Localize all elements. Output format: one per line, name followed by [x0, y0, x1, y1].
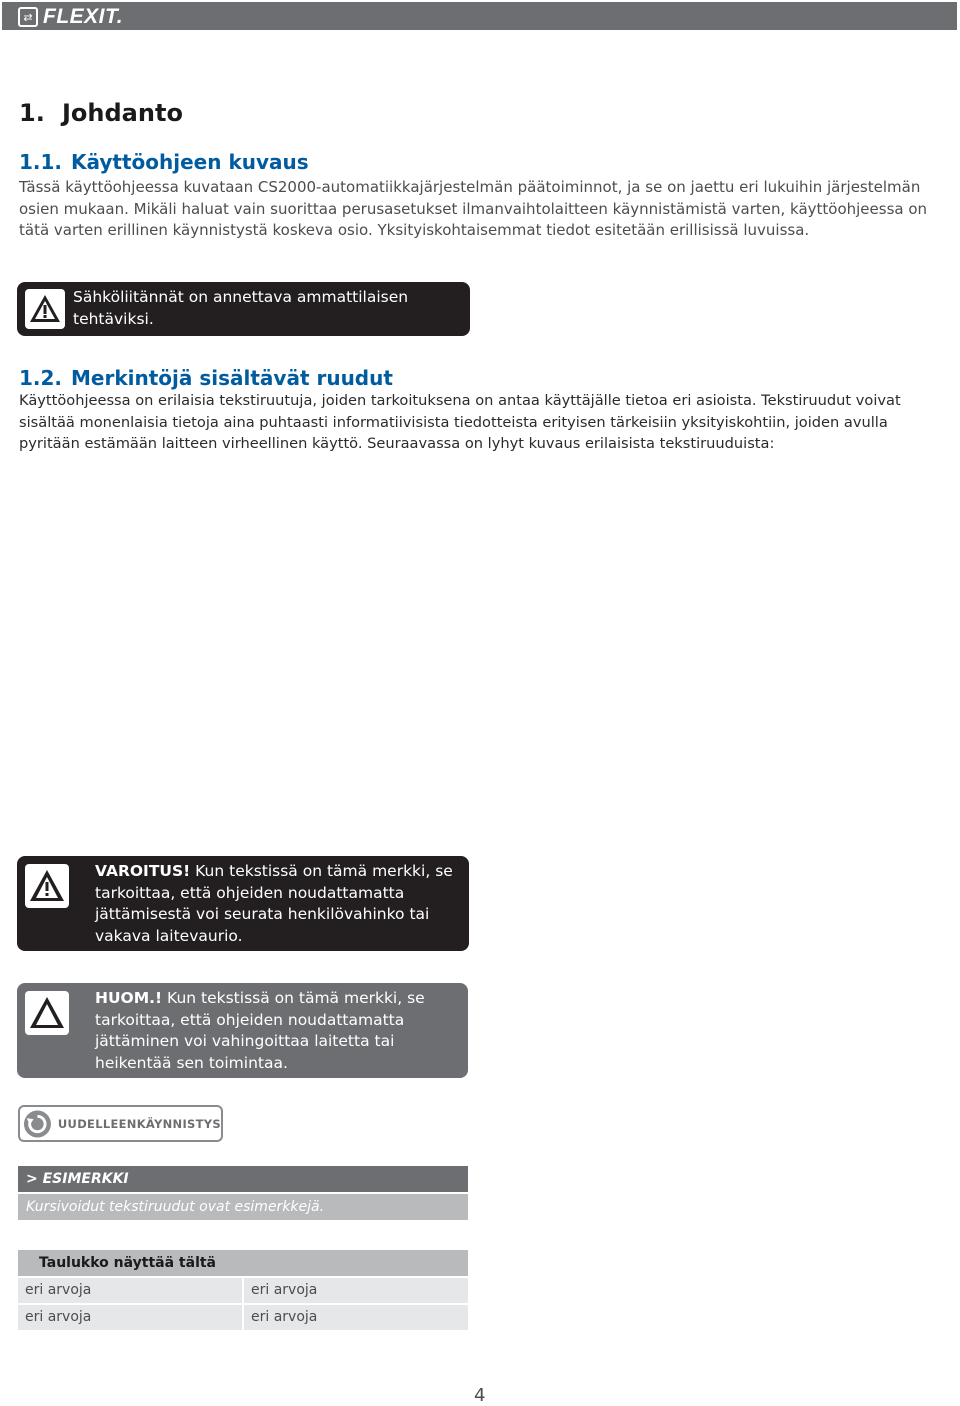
table-cell: eri arvoja — [18, 1305, 242, 1330]
table-cell: eri arvoja — [244, 1278, 468, 1303]
electrical-notice-box — [17, 282, 470, 336]
warning-triangle-icon — [25, 864, 69, 908]
section-1-1-body: Tässä käyttöohjeessa kuvataan CS2000-automatiikkajärjestelmän päätoiminnot, ja se on jaettu eri lukuihin järjestelmän osien mukaan. Mikäli haluat vain suorittaa perusasetukset ilmanvaihtolaitteen käynnistämistä varten, käyttöohjeessa on tätä varten erillinen käynnistystä koskeva osio. Yksityiskohtaisemmat tiedot esitetään erillisissä luvuissa. — [19, 178, 928, 239]
warning-box — [17, 856, 469, 951]
note-text — [95, 988, 455, 1074]
section-1-heading — [19, 99, 183, 127]
caution-triangle-icon — [25, 991, 69, 1035]
warning-text — [95, 861, 455, 947]
warning-triangle-icon — [25, 289, 65, 329]
brand-logo — [18, 6, 123, 28]
sample-table — [18, 1250, 468, 1330]
restart-icon — [23, 1109, 52, 1139]
brand-name: FLEXIT. — [43, 5, 124, 28]
example-heading: > ESIMERKKI — [18, 1166, 468, 1192]
table-cell: eri arvoja — [244, 1305, 468, 1330]
section-1-2-heading — [19, 366, 393, 390]
section-1-1-heading — [19, 150, 309, 174]
restart-label: UUDELLEENKÄYNNISTYS — [57, 1116, 221, 1131]
table-row — [18, 1278, 468, 1303]
note-label: HUOM.! — [95, 989, 163, 1007]
table-row — [18, 1305, 468, 1330]
section-title: Johdanto — [62, 99, 183, 127]
example-box — [18, 1166, 468, 1220]
flexit-logo-icon: ⇄ — [18, 7, 38, 27]
section-1-2-body: Käyttöohjeessa on erilaisia tekstiruutuja, joiden tarkoituksena on antaa käyttäjälle tietoa eri asioista. Tekstiruudut voivat sisältää monenlaisia tietoja aina puhtaasti informatiivisista tiedotteista erityisen tärkeisiin yksityiskohtiin, joiden avulla pyritään estämään laitteen virheellinen käyttö. Seuraavassa on lyhyt kuvaus erilaisista tekstiruuduista: — [19, 392, 901, 452]
section-title: Käyttöohjeen kuvaus — [71, 150, 309, 174]
restart-box — [18, 1105, 223, 1142]
header-bar — [2, 2, 957, 30]
table-heading: Taulukko näyttää tältä — [18, 1250, 468, 1276]
page-number: 4 — [474, 1385, 486, 1406]
section-number: 1.2. — [19, 366, 63, 390]
warning-description: Kun tekstissä on tämä merkki, se tarkoittaa, että ohjeiden noudattamatta jättämisestä voi seurata henkilövahinko tai vakava laitevaurio. — [95, 862, 453, 945]
table-cell: eri arvoja — [18, 1278, 242, 1303]
note-description: Kun tekstissä on tämä merkki, se tarkoittaa, että ohjeiden noudattamatta jättäminen voi vahingoittaa laitetta tai heikentää sen toimintaa. — [95, 989, 425, 1072]
warning-label: VAROITUS! — [95, 862, 191, 880]
example-body: Kursivoidut tekstiruudut ovat esimerkkejä. — [18, 1194, 468, 1220]
note-box — [17, 983, 468, 1078]
section-number: 1.1. — [19, 150, 63, 174]
electrical-notice-text: Sähköliitännät on annettava ammattilaisen tehtäviksi. — [73, 288, 409, 328]
section-title: Merkintöjä sisältävät ruudut — [71, 366, 393, 390]
section-number: 1. — [19, 99, 45, 127]
